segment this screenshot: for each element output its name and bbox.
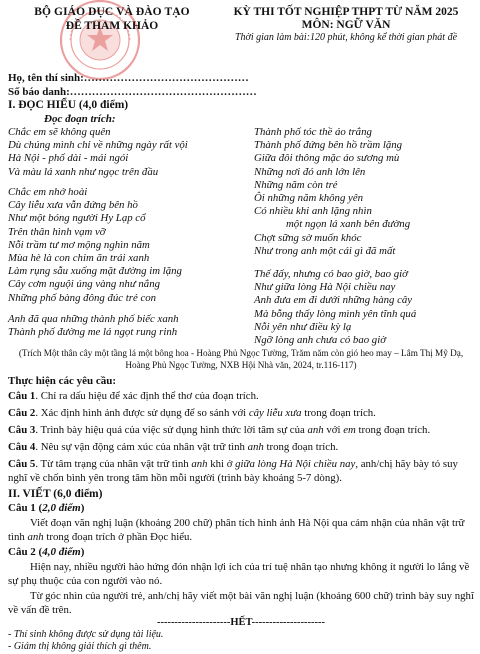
candidate-name-field: Họ, tên thí sinh:………………………………………	[8, 72, 249, 84]
exam-subject: MÔN: NGỮ VĂN	[301, 19, 391, 31]
poem-line: Chợt sững sờ muốn khóc	[254, 231, 362, 244]
section-writing-title: II. VIẾT (6,0 điểm)	[8, 488, 103, 500]
question-label: Câu 5	[8, 458, 36, 470]
poem-line: Trên thân hình vạm vỡ	[8, 225, 106, 238]
header-right	[216, 6, 476, 43]
reading-instruction: Đọc đoạn trích:	[44, 113, 116, 125]
poem-line: Cây cơm nguội úng vàng như nắng	[8, 278, 160, 291]
ministry-name: BỘ GIÁO DỤC VÀ ĐÀO TẠO	[34, 6, 190, 18]
question-label: )	[80, 546, 85, 558]
poem-left-stanza-3	[8, 313, 179, 339]
poem-line: Những phố bàng đông đúc trẻ con	[8, 291, 157, 304]
question-text: . Xác định hình ảnh được sử dụng để so sánh với	[35, 407, 249, 419]
question-2	[8, 407, 474, 421]
poem-line: Có nhiều khi anh lặng nhìn	[254, 205, 372, 218]
question-label: Câu 1	[8, 390, 36, 402]
question-4	[8, 441, 474, 455]
question-text: trong đoạn trích.	[355, 424, 431, 436]
question-label: Câu 2	[8, 407, 36, 419]
poem-line: Và màu lá xanh như ngọc trên đầu	[8, 165, 159, 178]
poem-line: Những năm còn trẻ	[254, 178, 338, 191]
question-1	[8, 390, 474, 404]
question-emphasis: anh	[307, 424, 324, 436]
poem-left-stanza-2	[8, 186, 182, 305]
question-text: . Từ tâm trạng của nhân vật trữ tình	[35, 458, 192, 470]
question-score: 2,0 điểm	[42, 502, 81, 514]
end-marker: ---------------------HẾT---------------------	[156, 617, 326, 628]
poem-line: Chắc em nhớ hoài	[8, 186, 88, 198]
question-label: Câu 2 (	[8, 546, 43, 558]
poem-line: Giữa đôi thông mặc áo sương mù	[254, 152, 400, 165]
question-text: . Chỉ ra dấu hiệu để xác định thể thơ của đoạn trích.	[35, 390, 259, 402]
poem-line: Ôi những năm không yên	[254, 192, 364, 205]
question-emphasis: giữa lòng Hà Nội chiều nay	[235, 458, 356, 470]
poem-line: Như trong anh một cái gì đã mất	[254, 244, 396, 257]
question-emphasis: em	[343, 424, 356, 436]
question-emphasis: cây liễu xưa	[248, 407, 302, 419]
question-score: 4,0 điểm	[42, 546, 81, 558]
question-5	[8, 458, 474, 486]
poem-line: Như một bóng người Hy Lạp cổ	[8, 212, 146, 225]
question-text: . Trình bày hiệu quả của việc sử dụng hình thức lời tâm sự của	[35, 424, 308, 436]
question-label: Câu 4	[8, 441, 36, 453]
question-3	[8, 424, 474, 438]
poem-line: Thế đấy, nhưng có bao giờ, bao giờ	[254, 268, 408, 280]
poem-line: Những nơi đó anh lớn lên	[254, 165, 366, 178]
writing-question-2-context: Hiện nay, nhiều người hào hứng đón nhận lợi ích của trí tuệ nhân tạo nhưng không ít người lo lắng về sự phụ thuộc của con người vào nó.	[8, 561, 470, 587]
poem-line: Mà bỗng thấy lòng mình yên tĩnh quá	[254, 307, 417, 320]
footer-note-1: - Thí sinh không được sử dụng tài liệu.	[8, 629, 164, 640]
question-emphasis: anh	[247, 441, 264, 453]
question-text: trong đoạn trích.	[263, 441, 339, 453]
question-label: Câu 1 (	[8, 502, 43, 514]
writing-question-2-task: Từ góc nhìn của người trẻ, anh/chị hãy viết một bài văn nghị luận (khoảng 600 chữ) trình bày suy nghĩ về vấn đề trên.	[8, 590, 474, 616]
question-text: khi ở	[207, 458, 236, 470]
poem-right-stanza-2	[254, 268, 416, 347]
question-label: )	[80, 502, 85, 514]
question-text: trong đoạn trích ở phần Đọc hiểu.	[43, 530, 193, 543]
tasks-title: Thực hiện các yêu cầu:	[8, 375, 117, 387]
poem-line: Anh đưa em đi dưới những hàng cây	[254, 294, 413, 307]
poem-line: Làm rụng sẫu xuống mặt đường im lặng	[8, 265, 182, 278]
document-type: ĐỀ THAM KHẢO	[65, 20, 159, 32]
question-emphasis: anh	[27, 530, 44, 543]
candidate-id-field: Số báo danh:……………………………………………	[8, 86, 257, 98]
question-text: với	[323, 424, 344, 436]
poem-line: Nỗi trầm tư mơ mộng nghìn năm	[8, 238, 150, 251]
footer-note-2: - Giám thị không giải thích gì thêm.	[8, 641, 152, 652]
excerpt-source: (Trích Một thân cây một tầng lá một bông hoa - Hoàng Phủ Ngọc Tường, Trăm năm còn gió heo may – Lâm Thị Mỹ Dạ, Hoàng Phủ Ngọc Tường, NXB Hội Nhà văn, 2024, tr.116-117)	[18, 348, 464, 370]
question-text: , anh/chị hãy bày tỏ suy nghĩ về chốn bình yên trong tâm hồn mỗi người (trình bày khoảng 5-7 dòng).	[8, 458, 458, 484]
question-emphasis: anh	[191, 458, 208, 470]
question-text: Viết đoạn văn nghị luận (khoảng 200 chữ) phân tích hình ảnh Hà Nội qua cảm nhận của nhân vật trữ tình	[8, 517, 465, 543]
question-text: trong đoạn trích.	[301, 407, 376, 419]
poem-line: Nỗi yên như điều kỳ lạ	[254, 320, 352, 333]
writing-question-2-label	[8, 546, 84, 558]
poem-line: Cây liễu xưa vẫn đứng bên hồ	[8, 199, 138, 212]
poem-line: Thành phố đường me lá ngọt rung rinh	[8, 326, 178, 339]
poem-line: Thành phố đứng bên hồ trầm lặng	[254, 139, 403, 152]
poem-line: Dù chúng mình chỉ về những ngày rất vội	[8, 139, 188, 152]
question-text: . Nêu sự vận động cảm xúc của nhân vật trữ tình	[35, 441, 248, 453]
exam-time: Thời gian làm bài:120 phút, không kể thời gian phát đề	[234, 32, 458, 43]
poem-line: một ngọn lá xanh bên đường	[286, 218, 411, 231]
writing-question-1-label	[8, 502, 84, 514]
poem-line: Mùa hè là con chim ăn trái xanh	[8, 252, 150, 265]
poem-line: Như giữa lòng Hà Nội chiều nay	[254, 281, 396, 294]
question-label: Câu 3	[8, 424, 36, 436]
poem-line: Anh đã qua những thành phố biếc xanh	[8, 313, 179, 325]
poem-line: Thành phố tóc thề áo trắng	[254, 126, 372, 138]
poem-left-stanza-1	[8, 126, 188, 179]
poem-line: Hà Nội - phố dài - mái ngói	[8, 152, 129, 165]
poem-line: Chắc em sẽ không quên	[8, 126, 111, 138]
poem-line: Ngỡ lòng anh chưa có bao giờ	[254, 334, 386, 347]
exam-title: KỲ THI TỐT NGHIỆP THPT TỪ NĂM 2025	[233, 6, 459, 18]
section-reading-title: I. ĐỌC HIỂU (4,0 điểm)	[8, 99, 129, 111]
header-left	[8, 6, 216, 32]
poem-right-stanza-1	[254, 126, 410, 258]
writing-question-1	[8, 517, 474, 545]
